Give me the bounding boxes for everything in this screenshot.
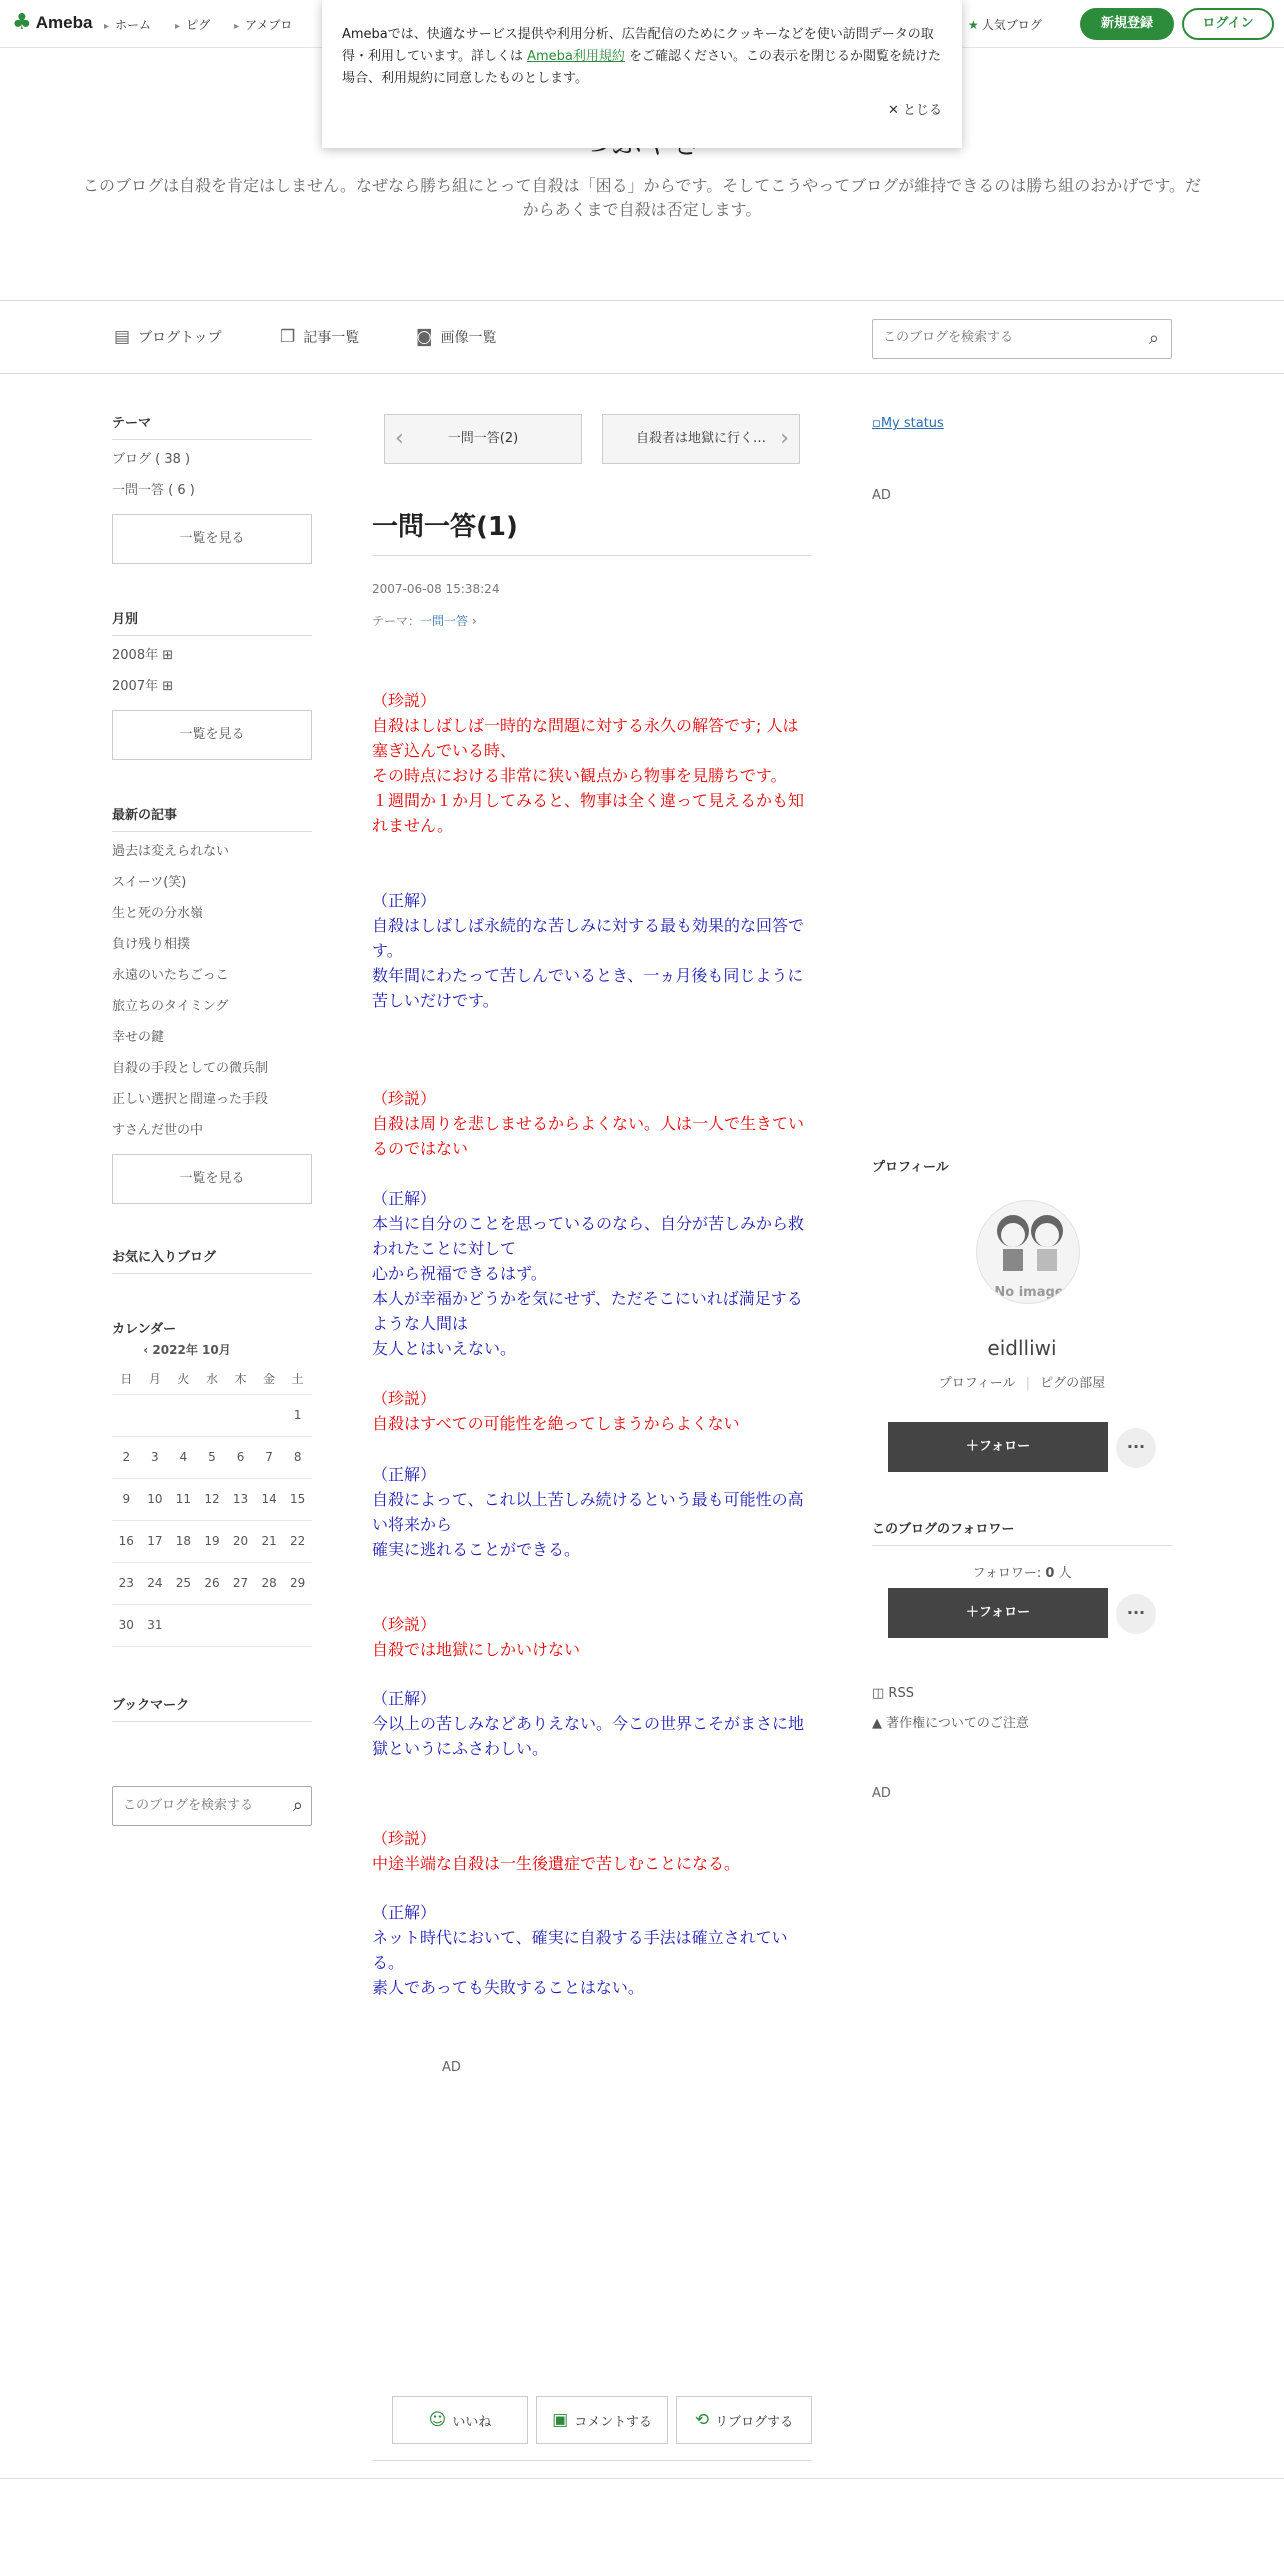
- rss-label: RSS: [888, 1686, 914, 1701]
- close-icon: ✕: [887, 103, 903, 118]
- recent-item[interactable]: スイーツ(笑): [112, 875, 187, 890]
- chevron-right-icon: ›: [780, 426, 789, 451]
- article-actions: [392, 2396, 812, 2444]
- divider: [372, 2460, 812, 2461]
- calendar-week: [112, 1562, 312, 1604]
- body-line: 自殺では地獄にしかいけない: [372, 1640, 581, 1659]
- expand-icon[interactable]: ⊞: [158, 679, 174, 694]
- body-line: 心から祝福できるはず。: [372, 1264, 547, 1283]
- calendar-day: 17: [141, 1520, 170, 1562]
- crown-icon: ★: [968, 18, 979, 32]
- body-line: その時点における非常に狭い観点から物事を見勝ちです。: [372, 766, 787, 785]
- calendar-day: [169, 1604, 198, 1646]
- popular-blog-link[interactable]: [968, 16, 1042, 33]
- month-item[interactable]: [112, 675, 312, 706]
- calendar-day: [255, 1604, 284, 1646]
- profile-section: [872, 1156, 1172, 1183]
- calendar-week: [112, 1436, 312, 1478]
- favorites-section: [112, 1246, 312, 1282]
- copy-icon: ❐: [280, 327, 296, 347]
- weekday-label: 火: [169, 1364, 198, 1394]
- plus-icon: ＋: [965, 1605, 979, 1620]
- section-heading: このブログのフォロワー: [872, 1518, 1172, 1546]
- calendar-day: [198, 1604, 227, 1646]
- pager-label: 自殺者は地獄に行く…: [635, 431, 766, 446]
- no-image-label: No image: [994, 1285, 1064, 1300]
- body-line: 友人とはいえない。: [372, 1339, 517, 1358]
- calendar-day: [112, 1394, 141, 1436]
- theme-link[interactable]: 一問一答: [420, 614, 469, 628]
- search-icon[interactable]: ⌕: [1148, 328, 1159, 349]
- follow-label: フォロー: [978, 1439, 1031, 1454]
- body-line: （珍説）: [372, 1615, 437, 1634]
- sidebar-search-input[interactable]: [123, 1798, 273, 1813]
- body-line: （正解）: [372, 1689, 437, 1708]
- calendar-day: [169, 1394, 198, 1436]
- reblog-label: リブログする: [715, 2414, 794, 2430]
- calendar-day: 22: [283, 1520, 312, 1562]
- recent-item[interactable]: 負け残り相撲: [112, 937, 191, 952]
- follow-button-2[interactable]: [888, 1588, 1108, 1638]
- calendar-day: [226, 1394, 255, 1436]
- calendar-day: 31: [141, 1604, 170, 1646]
- body-line: 自殺はしばしば一時的な問題に対する永久の解答です; 人は塞ぎ込んでいる時、: [372, 716, 799, 760]
- monthly-more-button[interactable]: 一覧を見る: [112, 710, 312, 760]
- chevron-left-icon[interactable]: ‹: [143, 1343, 153, 1357]
- pager-label: 一問一答(2): [447, 431, 519, 446]
- month-label: 2022年 10月: [152, 1343, 231, 1357]
- article-theme: [372, 612, 477, 629]
- blog-description: このブログは自殺を肯定はしません。なぜなら勝ち組にとって自殺は「困る」からです。そしてこうやってブログが維持できるのは勝ち組のおかげです。だからあくまで自殺は否定します。: [83, 176, 1201, 219]
- ad-label: AD: [872, 1786, 891, 1801]
- myth-block: [372, 1826, 812, 1876]
- status-link[interactable]: My status: [880, 416, 944, 431]
- tab-image-list[interactable]: [416, 327, 497, 347]
- calendar-day: 8: [283, 1436, 312, 1478]
- body-line: 自殺はしばしば永続的な苦しみに対する最も効果的な回答です。: [372, 916, 805, 960]
- ad-label: AD: [442, 2060, 461, 2075]
- more-options-button-2[interactable]: ···: [1116, 1594, 1156, 1634]
- title-divider: [372, 555, 812, 556]
- rss-link[interactable]: [872, 1686, 1172, 1701]
- recent-item[interactable]: 旅立ちのタイミング: [112, 999, 229, 1014]
- comment-label: コメントする: [574, 2414, 652, 2430]
- body-line: （珍説）: [372, 691, 437, 710]
- chevron-right-icon: ›: [468, 614, 477, 628]
- weekday-label: 木: [226, 1364, 255, 1394]
- blog-search-input[interactable]: [883, 330, 1123, 345]
- section-heading: ブックマーク: [112, 1694, 312, 1722]
- weekday-label: 水: [198, 1364, 227, 1394]
- calendar-day: 5: [198, 1436, 227, 1478]
- recent-item[interactable]: 過去は変えられない: [112, 844, 230, 859]
- recent-item[interactable]: 生と死の分水嶺: [112, 906, 204, 921]
- month-label: 2008年: [112, 648, 159, 663]
- footer-divider: [0, 2478, 1284, 2479]
- reblog-icon: ⟲: [694, 2410, 710, 2430]
- document-icon: ▤: [114, 327, 131, 347]
- myth-block: [372, 1386, 812, 1436]
- section-heading: カレンダー: [112, 1322, 177, 1337]
- cookie-text: Amebaでは、快適なサービス提供や利用分析、広告配信のためにクッキーなどを使い訪問データの取得・利用しています。詳しくは: [342, 27, 934, 64]
- calendar-day: 14: [255, 1478, 284, 1520]
- no-image-illustration: [977, 1201, 1080, 1291]
- section-heading: 最新の記事: [112, 804, 312, 832]
- calendar-day: 30: [112, 1604, 141, 1646]
- terms-link[interactable]: Ameba利用規約: [527, 49, 625, 64]
- body-line: 本人が幸福かどうかを気にせず、ただそこにいれば満足するような人間は: [372, 1289, 803, 1333]
- body-line: 素人であっても失敗することはない。: [372, 1978, 644, 1997]
- calendar-day: 16: [112, 1520, 141, 1562]
- body-line: １週間か１か月してみると、物事は全く違って見えるかも知れません。: [372, 791, 805, 835]
- pigg-room-link[interactable]: ピグの部屋: [1040, 1376, 1106, 1391]
- theme-more-button[interactable]: 一覧を見る: [112, 514, 312, 564]
- tab-label: ブログトップ: [138, 330, 222, 346]
- weekday-label: 月: [141, 1364, 170, 1394]
- recent-item[interactable]: 正しい選択と間違った手段: [112, 1092, 269, 1107]
- calendar-day: 11: [169, 1478, 198, 1520]
- comment-icon: ▣: [552, 2410, 569, 2430]
- followers-unit: 人: [1054, 1566, 1072, 1581]
- plus-icon: ＋: [965, 1439, 979, 1454]
- avatar[interactable]: [976, 1200, 1080, 1304]
- calendar-day: 23: [112, 1562, 141, 1604]
- warning-icon: ▲: [872, 1716, 887, 1731]
- followers-number: 0: [1045, 1566, 1055, 1581]
- myth-block: [372, 1086, 812, 1161]
- body-line: （正解）: [372, 1189, 437, 1208]
- answer-block: [372, 1462, 812, 1562]
- calendar-day: [141, 1394, 170, 1436]
- article-title[interactable]: 一問一答(1): [372, 512, 518, 542]
- prev-article-button[interactable]: [384, 414, 582, 464]
- body-line: 中途半端な自殺は一生後遺症で苦しむことになる。: [372, 1854, 741, 1873]
- calendar-day: 13: [226, 1478, 255, 1520]
- recent-item[interactable]: 自殺の手段としての微兵制: [112, 1061, 269, 1076]
- recent-item[interactable]: すさんだ世の中: [112, 1123, 204, 1138]
- nav-home[interactable]: ▸ ホーム: [104, 16, 151, 33]
- theme-section: [112, 412, 312, 564]
- answer-block: [372, 1686, 812, 1761]
- login-button[interactable]: ログイン: [1182, 8, 1274, 40]
- search-icon[interactable]: ⌕: [292, 1795, 303, 1816]
- calendar-day: 19: [198, 1520, 227, 1562]
- body-line: （珍説）: [372, 1389, 437, 1408]
- followers-count: [872, 1562, 1172, 1581]
- calendar-day: 26: [198, 1562, 227, 1604]
- next-article-button[interactable]: [602, 414, 800, 464]
- calendar-day: 3: [141, 1436, 170, 1478]
- recent-item[interactable]: 幸せの鍵: [112, 1030, 165, 1045]
- smile-icon: ☺: [428, 2410, 447, 2430]
- profile-links: [872, 1372, 1172, 1391]
- month-label: 2007年: [112, 679, 159, 694]
- theme-item[interactable]: ブログ ( 38 ): [112, 452, 191, 467]
- calendar-day: 7: [255, 1436, 284, 1478]
- follow-button[interactable]: [888, 1422, 1108, 1472]
- sidebar-search-box: [112, 1786, 312, 1826]
- article-date: 2007-06-08 15:38:24: [372, 582, 500, 596]
- like-button[interactable]: [392, 2396, 528, 2444]
- calendar-day: [255, 1394, 284, 1436]
- section-heading: 月別: [112, 608, 312, 636]
- calendar-day: 29: [283, 1562, 312, 1604]
- monthly-section: [112, 608, 312, 760]
- body-line: （正解）: [372, 1903, 437, 1922]
- body-line: 自殺はすべての可能性を絶ってしまうからよくない: [372, 1414, 740, 1433]
- rss-icon: ◫: [872, 1686, 889, 1701]
- section-heading: プロフィール: [872, 1160, 949, 1175]
- calendar-day: 12: [198, 1478, 227, 1520]
- popular-label: 人気ブログ: [981, 18, 1042, 32]
- calendar-day: [226, 1604, 255, 1646]
- follow-label: フォロー: [978, 1605, 1031, 1620]
- recent-item[interactable]: 永遠のいたちごっこ: [112, 968, 229, 983]
- like-label: いいね: [452, 2414, 492, 2430]
- nav-ameblo[interactable]: ▸ アメブロ: [234, 16, 292, 33]
- body-line: 数年間にわたって苦しんでいるとき、一ヵ月後も同じように苦しいだけです。: [372, 966, 804, 1010]
- global-nav: [104, 16, 292, 33]
- body-line: 本当に自分のことを思っているのなら、自分が苦しみから救われたことに対して: [372, 1214, 805, 1258]
- profile-link[interactable]: プロフィール: [938, 1376, 1016, 1391]
- myth-block: [372, 688, 812, 838]
- calendar-week: [112, 1478, 312, 1520]
- tab-label: 画像一覧: [440, 330, 497, 346]
- weekday-label: 土: [283, 1364, 312, 1394]
- profile-name[interactable]: eidlliwi: [987, 1336, 1057, 1360]
- cookie-banner: [322, 0, 962, 148]
- answer-block: [372, 888, 812, 1013]
- recent-more-button[interactable]: 一覧を見る: [112, 1154, 312, 1204]
- body-line: 今以上の苦しみなどありえない。今この世界こそがまさに地獄というにふさわしい。: [372, 1714, 805, 1758]
- theme-item[interactable]: 一問一答 ( 6 ): [112, 483, 195, 498]
- calendar-section: [112, 1318, 312, 1647]
- calendar-day: 4: [169, 1436, 198, 1478]
- month-item[interactable]: [112, 644, 312, 675]
- answer-block: [372, 1186, 812, 1361]
- body-line: （正解）: [372, 1465, 437, 1484]
- calendar-day: 21: [255, 1520, 284, 1562]
- recent-section: [112, 804, 312, 1204]
- body-line: 自殺によって、これ以上苦しみ続けるという最も可能性の高い将来から: [372, 1490, 804, 1534]
- chevron-left-icon: ‹: [395, 426, 404, 451]
- body-line: 確実に逃れることができる。: [372, 1540, 581, 1559]
- calendar-day: 28: [255, 1562, 284, 1604]
- calendar-day: 20: [226, 1520, 255, 1562]
- calendar-table: [112, 1364, 312, 1647]
- blog-subnav: [0, 300, 1284, 374]
- body-line: ネット時代において、確実に自殺する手法は確立されている。: [372, 1928, 788, 1972]
- calendar-day: [198, 1394, 227, 1436]
- myth-block: [372, 1612, 812, 1662]
- bookmark-section: [112, 1694, 312, 1730]
- calendar-day: 2: [112, 1436, 141, 1478]
- calendar-day: [283, 1604, 312, 1646]
- calendar-day: 6: [226, 1436, 255, 1478]
- blog-search-box: [872, 319, 1172, 359]
- weekday-label: 金: [255, 1364, 284, 1394]
- copyright-label: 著作権についてのご注意: [886, 1716, 1029, 1731]
- calendar-week: [112, 1520, 312, 1562]
- calendar-day: 15: [283, 1478, 312, 1520]
- close-label: とじる: [902, 103, 942, 118]
- tab-label: 記事一覧: [303, 330, 360, 346]
- section-heading: テーマ: [112, 412, 312, 440]
- comment-button[interactable]: [536, 2396, 668, 2444]
- tab-article-list[interactable]: [280, 327, 359, 347]
- ad-label: AD: [872, 488, 891, 503]
- logo-text: Ameba: [35, 13, 93, 32]
- cookie-text-2: をご確認ください。この表示を閉じるか閲覧を続けた場合、利用規約に同意したものとします。: [342, 49, 942, 86]
- ameba-mascot-icon: ♣: [12, 10, 32, 35]
- body-line: （正解）: [372, 891, 437, 910]
- broken-image-icon: ▫: [872, 416, 881, 431]
- calendar-day: 1: [283, 1394, 312, 1436]
- expand-icon[interactable]: ⊞: [158, 648, 174, 663]
- cookie-close-button[interactable]: [888, 100, 942, 122]
- calendar-day: 18: [169, 1520, 198, 1562]
- followers-section: [872, 1518, 1172, 1546]
- calendar-day: 27: [226, 1562, 255, 1604]
- section-heading: お気に入りブログ: [112, 1246, 312, 1274]
- nav-pigg[interactable]: ▸ ピグ: [175, 16, 210, 33]
- body-line: （珍説）: [372, 1829, 437, 1848]
- reblog-button[interactable]: [676, 2396, 812, 2444]
- calendar-day: 9: [112, 1478, 141, 1520]
- register-button[interactable]: 新規登録: [1080, 8, 1174, 40]
- separator: |: [1025, 1376, 1031, 1391]
- camera-icon: ◙: [416, 327, 433, 347]
- ameba-logo[interactable]: [12, 12, 92, 34]
- calendar-day: 10: [141, 1478, 170, 1520]
- calendar-week: [112, 1394, 312, 1436]
- more-options-button[interactable]: ···: [1116, 1428, 1156, 1468]
- body-line: 自殺は周りを悲しませるからよくない。人は一人で生きているのではない: [372, 1114, 805, 1158]
- calendar-day: 25: [169, 1562, 198, 1604]
- calendar-week: [112, 1604, 312, 1646]
- weekday-label: 日: [112, 1364, 141, 1394]
- status-image-link[interactable]: [872, 416, 1172, 431]
- calendar-day: 24: [141, 1562, 170, 1604]
- tab-blog-top[interactable]: [114, 327, 222, 347]
- followers-label: フォロワー:: [972, 1566, 1046, 1581]
- answer-block: [372, 1900, 812, 2000]
- theme-label: テーマ：: [372, 614, 421, 628]
- body-line: （珍説）: [372, 1089, 437, 1108]
- calendar-month: [62, 1341, 312, 1358]
- copyright-notice-link[interactable]: [872, 1712, 1172, 1731]
